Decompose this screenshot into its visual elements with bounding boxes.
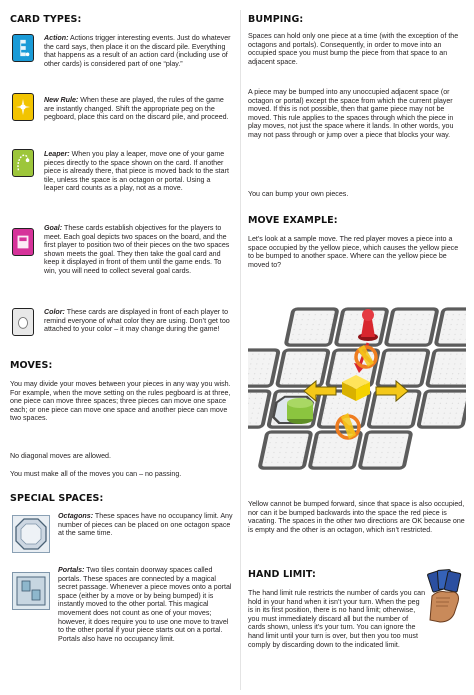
left-column [10, 0, 233, 695]
card-types-heading: CARD TYPES: [10, 14, 82, 25]
action-card-icon [12, 34, 34, 62]
new-rule-card-icon [12, 93, 34, 121]
goal-text: These cards establish objectives for the players to meet. Each goal depicts two spaces on the board, and the first player to position two of their pieces on the two spaces shown meets the goal. They then take the goal card and keep it displayed in front of them until the game ends. To win, you will need to collect several goal cards. [44, 224, 230, 275]
hand-holding-cards-icon [424, 568, 466, 626]
octagon-space-icon [12, 515, 50, 553]
color-card-icon [12, 308, 34, 336]
bumping-paragraph-1: Spaces can hold only one piece at a time (with the exception of the octagons and portals). Consequently, in order to move into an occupied space you must bump the piece from that space to an adjacent space. [248, 32, 459, 66]
moves-paragraph-1: You may divide your moves between your pieces in any way you wish. For example, when the move setting on the rules pegboard is at three, one piece can move three spaces; three pieces can move one space each; or one piece can move one space and another piece can move two spaces. [10, 380, 231, 423]
move-example-paragraph-2: Yellow cannot be bumped forward, since that space is also occupied, nor can it be bumped backwards into the space the red piece is vacating. The spaces in the other two directions are OK because one is empty and the other is an octagon, which isn’t restricted. [248, 500, 465, 534]
bumping-paragraph-3: You can bump your own pieces. [248, 190, 349, 198]
move-example-heading: MOVE EXAMPLE: [248, 215, 338, 226]
action-description [44, 34, 232, 68]
leaper-card-icon [12, 149, 34, 177]
new-rule-term: New Rule: [44, 96, 79, 104]
leaper-text: When you play a leaper, move one of your game pieces directly to the space shown on the card. If another piece is already there, that piece is moved back to the start tile, unless the space is an octagon or portal. Using a leaper card counts as a play, not as a move. [44, 150, 229, 193]
color-description [44, 308, 232, 334]
goal-description [44, 224, 232, 276]
goal-term: Goal: [44, 224, 63, 232]
action-text: Actions trigger interesting events. Just do whatever the card says, then place it on the discard pile. Everything that happens as a result of an action card (including use of other cards) is considered part of one “play.” [44, 34, 231, 68]
moves-paragraph-2: No diagonal moves are allowed. [10, 452, 111, 460]
green-game-piece [287, 398, 313, 424]
right-column [248, 0, 466, 695]
new-rule-text: When these are played, the rules of the game are instantly changed. Shift the appropriate peg on the pegboard, place this card on the discard pile, and proceed. [44, 96, 229, 122]
moves-paragraph-3: You must make all of the moves you can – no passing. [10, 470, 182, 478]
move-example-board-illustration [248, 283, 466, 493]
portals-text: Two tiles contain doorway spaces called portals. These spaces are connected by a magical secret passage. Whenever a piece moves onto a portal space (either by a move or by being bumped) it is instantly moved to the other portal. This magical movement does not count as one of your moves; however, it does require you to use one move to travel to the other portal if your piece starts out on a portal. Portals also have no occupancy limit. [58, 566, 232, 643]
bumping-paragraph-2: A piece may be bumped into any unoccupied adjacent space (or octagon or portal) except the space from which the current player moved. If this is not possible, then that game piece may not be moved. This rule applies to the spaces through which the piece in play moves, not just the space where it lands. In other words, you may not pass through or jump over a piece that blocks your way. [248, 88, 454, 139]
action-term: Action: [44, 34, 69, 42]
octagons-term: Octagons: [58, 512, 94, 520]
move-example-paragraph-1: Let’s look at a sample move. The red player moves a piece into a space occupied by the yellow piece, which causes the yellow piece to be bumped to another space. Where can the yellow piece be moved to? [248, 235, 459, 269]
hand-limit-text: The hand limit rule restricts the number of cards you can hold in your hand when it isn’t your turn. When the peg is in its first position, there is no hand limit; otherwise, you must immediately discard all but the number of cards shown, unless it’s your turn. You can ignore the hand limit until your turn is over, but then you too must comply by discarding down to the indicated limit. [248, 589, 426, 649]
new-rule-description [44, 96, 232, 122]
octagons-description [58, 512, 233, 538]
portals-term: Portals: [58, 566, 85, 574]
moves-heading: MOVES: [10, 360, 53, 371]
leaper-term: Leaper: [44, 150, 70, 158]
special-spaces-heading: SPECIAL SPACES: [10, 493, 104, 504]
bumping-heading: BUMPING: [248, 14, 304, 25]
leaper-description [44, 150, 232, 193]
column-divider [240, 10, 241, 690]
portals-description [58, 566, 233, 643]
hand-limit-heading: HAND LIMIT: [248, 569, 316, 580]
portal-space-icon [12, 572, 50, 610]
goal-card-icon [12, 228, 34, 256]
color-text: These cards are displayed in front of each player to remind everyone of what color they are using. Don’t get too attached to your color – it may change during the game! [44, 308, 230, 334]
color-term: Color: [44, 308, 65, 316]
octagons-text: These spaces have no occupancy limit. Any number of pieces can be placed on one octagon space at the same time. [58, 512, 233, 538]
